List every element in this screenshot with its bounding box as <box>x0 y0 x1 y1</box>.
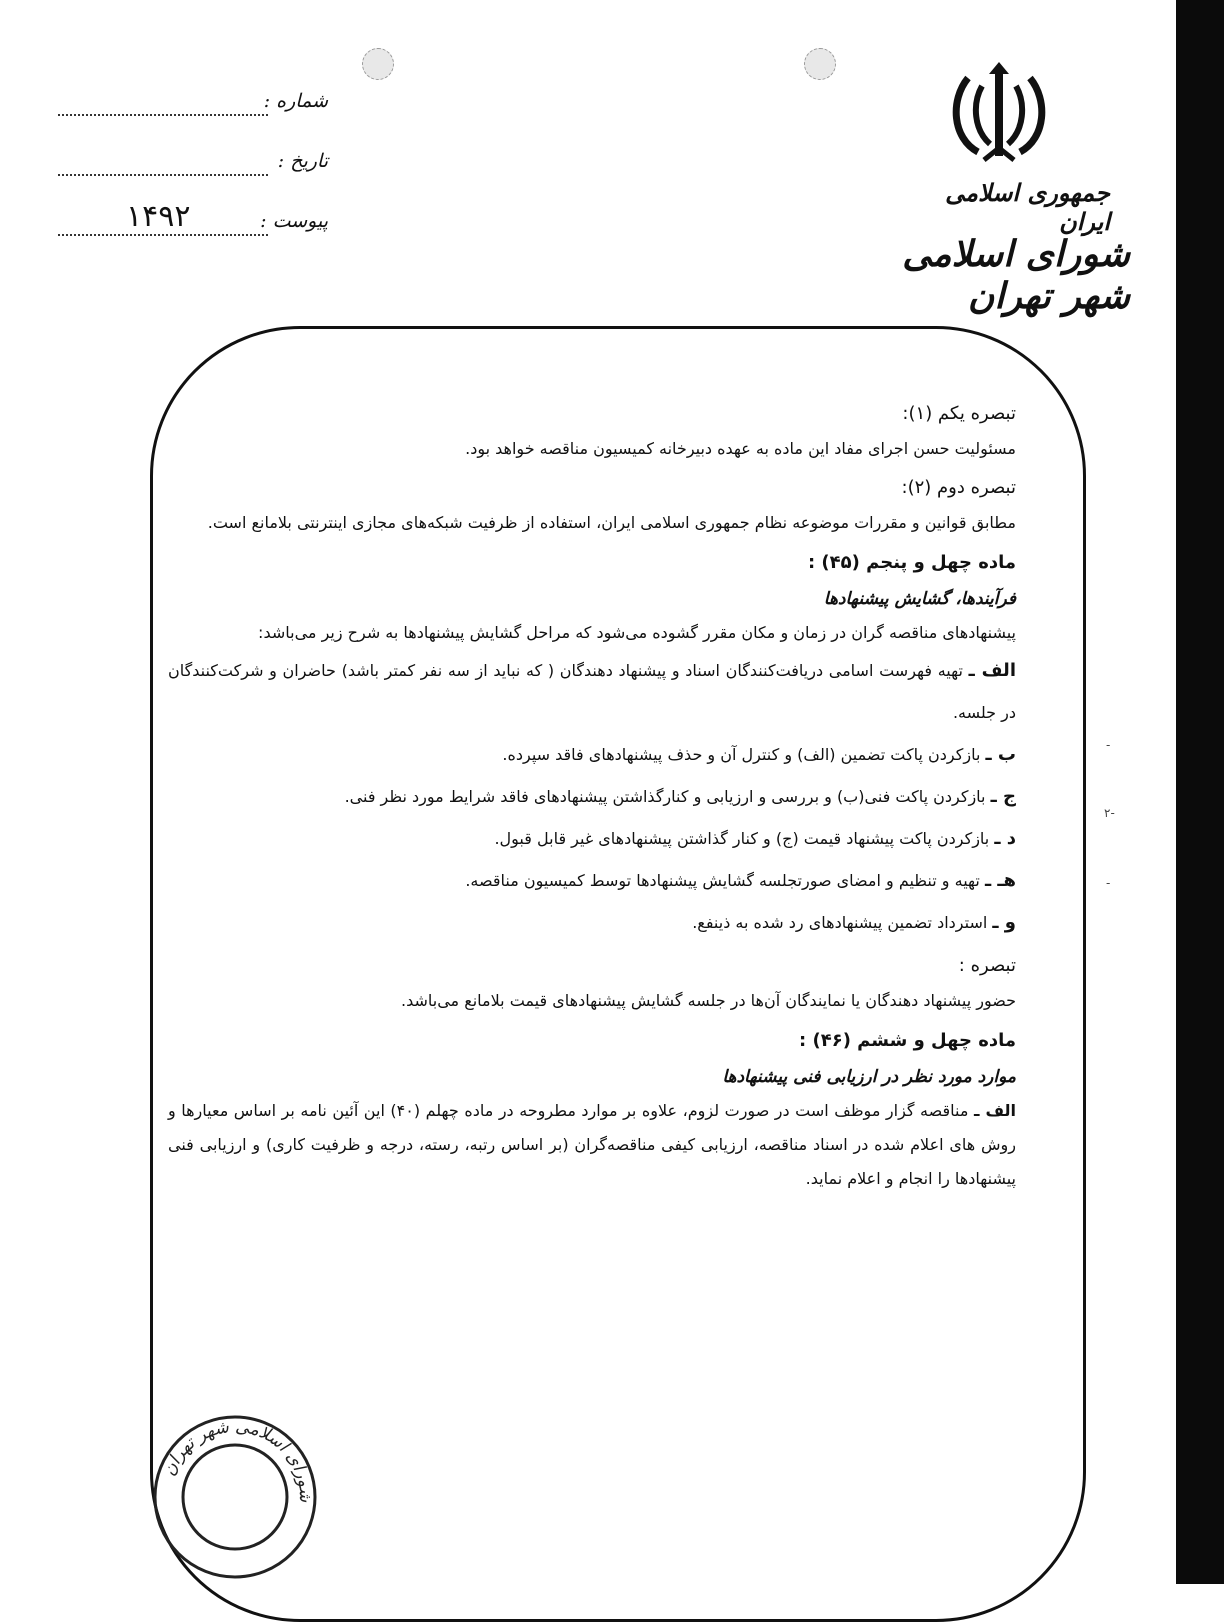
country-name: جمهوری اسلامی ایران <box>945 178 1110 236</box>
article45-item <box>168 776 1016 818</box>
note3-title: تبصره : <box>958 955 1016 976</box>
seal-text: شورای اسلامی شهر تهران <box>159 1416 316 1503</box>
item-text: تهیه فهرست اسامی دریافت‌کنندگان اسناد و پیشنهاد دهندگان ( که نباید از سه نفر کمتر باشد) حاضران و شرکت‌کنندگان در جلسه. <box>168 661 1016 722</box>
margin-mark: ۲- <box>1104 806 1115 820</box>
item-mark: ب ـ <box>985 744 1016 765</box>
note3-text: حضور پیشنهاد دهندگان یا نمایندگان آن‌ها در جلسه گشایش پیشنهادهای قیمت بلامانع می‌باشد. <box>401 991 1016 1010</box>
article45-item <box>168 650 1016 734</box>
number-line <box>58 114 268 116</box>
article45-item <box>168 860 1016 902</box>
article45-intro: پیشنهادهای مناقصه گران در زمان و مکان مقرر گشوده می‌شود که مراحل گشایش پیشنهادها به شرح زیر می‌باشد: <box>258 623 1016 642</box>
item-mark: د ـ <box>994 828 1016 849</box>
article45-item <box>168 818 1016 860</box>
council-name: شورای اسلامی شهر تهران <box>902 233 1130 317</box>
note1-text: مسئولیت حسن اجرای مفاد این ماده به عهده دبیرخانه کمیسیون مناقصه خواهد بود. <box>465 439 1016 458</box>
attachment-label: پیوست : <box>260 210 328 232</box>
note2-text: مطابق قوانین و مقررات موضوعه نظام جمهوری اسلامی ایران، استفاده از ظرفیت شبکه‌های مجازی اینترنتی بلامانع است. <box>207 513 1016 532</box>
article46-title: ماده چهل و ششم (۴۶) : <box>799 1030 1016 1051</box>
item-text: بازکردن پاکت تضمین (الف) و کنترل آن و حذف پیشنهادهای فاقد سپرده. <box>502 745 981 764</box>
article45-subtitle: فرآیندها، گشایش پیشنهادها <box>823 589 1016 609</box>
document-body <box>168 392 1016 1196</box>
article45-item <box>168 734 1016 776</box>
article45-item <box>168 902 1016 944</box>
margin-mark: - <box>1106 738 1111 752</box>
note2-title: تبصره دوم (۲): <box>901 477 1016 498</box>
scan-dark-edge <box>1176 0 1224 1584</box>
attachment-field <box>58 199 328 246</box>
item-mark: ج ـ <box>990 786 1016 807</box>
item-mark: هـ ـ <box>984 870 1016 891</box>
item-text: استرداد تضمین پیشنهادهای رد شده به ذینفع. <box>692 913 988 932</box>
item-text: بازکردن پاکت پیشنهاد قیمت (ج) و کنار گذاشتن پیشنهادهای غیر قابل قبول. <box>494 829 990 848</box>
date-line <box>58 174 268 176</box>
attachment-line <box>58 234 268 236</box>
article45-title: ماده چهل و پنجم (۴۵) : <box>807 552 1016 573</box>
punch-hole-left <box>362 48 394 80</box>
item-mark: و ـ <box>992 912 1016 933</box>
council-seal-stamp <box>150 1412 320 1582</box>
item-text: تهیه و تنظیم و امضای صورتجلسه گشایش پیشنهادها توسط کمیسیون مناقصه. <box>465 871 980 890</box>
item-text: مناقصه گزار موظف است در صورت لزوم، علاوه بر موارد مطروحه در ماده چهلم (۴۰) این آئین نامه بر اساس معیارها و روش های اعلام شده در اسناد مناقصه، ارزیابی کیفی مناقصه‌گران (بر اساس رتبه، رسته، درجه و ظرفیت کاری) و ارزیابی فنی پیشنهادها را انجام و اعلام نماید. <box>168 1101 1016 1188</box>
item-text: بازکردن پاکت فنی(ب) و بررسی و ارزیابی و کنارگذاشتن پیشنهادهای فاقد شرایط مورد نظر فنی. <box>344 787 986 806</box>
margin-mark: - <box>1106 876 1111 890</box>
article46-item <box>168 1094 1016 1196</box>
attachment-value: ۱۴۹۲ <box>126 199 191 234</box>
date-label: تاریخ : <box>277 150 328 172</box>
iran-emblem-icon <box>944 60 1054 170</box>
item-mark: الف ـ <box>973 1101 1016 1120</box>
punch-hole-right <box>804 48 836 80</box>
item-mark: الف ـ <box>968 660 1016 681</box>
article46-subtitle: موارد مورد نظر در ارزیابی فنی پیشنهادها <box>722 1067 1016 1087</box>
number-field <box>58 86 328 126</box>
number-label: شماره : <box>263 90 328 112</box>
date-field <box>58 146 328 186</box>
note1-title: تبصره یکم (۱): <box>902 403 1016 424</box>
